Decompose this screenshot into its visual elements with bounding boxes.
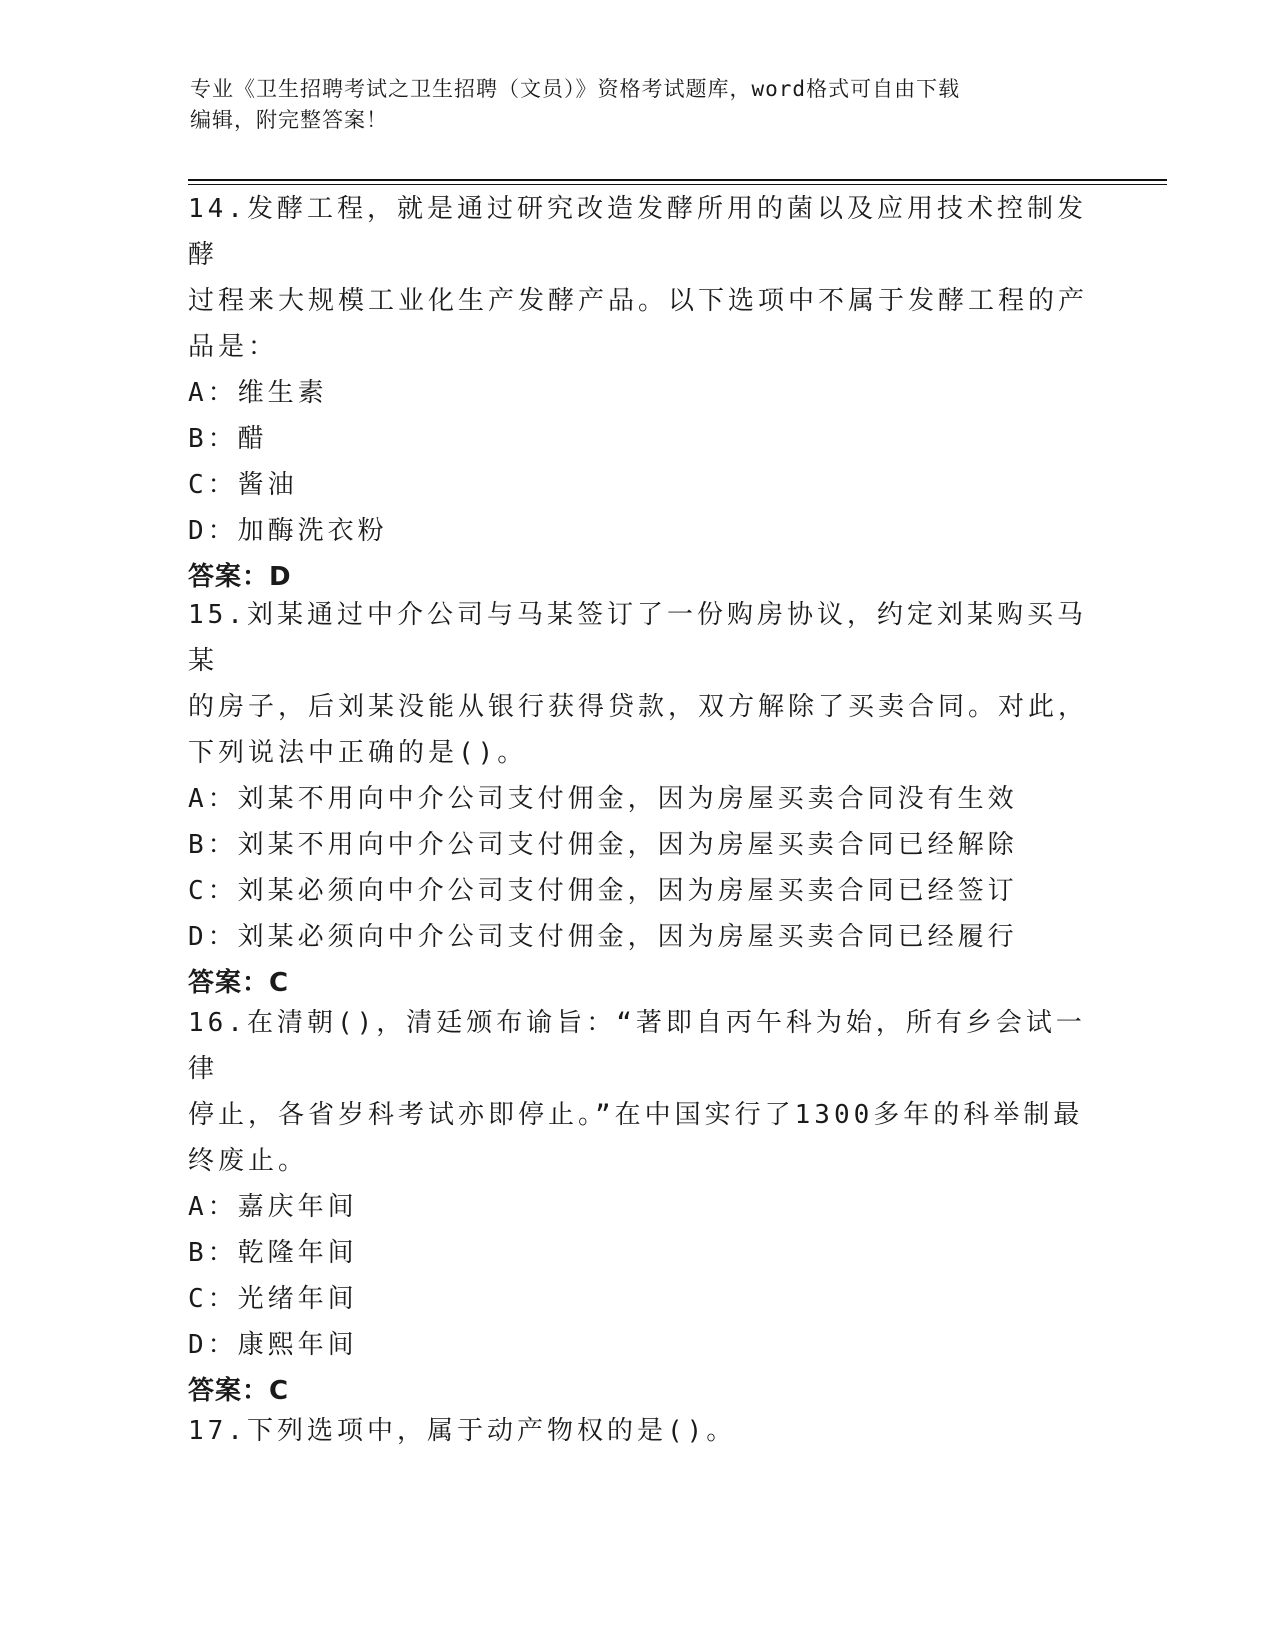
- stem-line: 品是：: [188, 332, 279, 362]
- question-16: [188, 1000, 1088, 1414]
- option-b: B：乾隆年间: [188, 1238, 358, 1268]
- question-stem: [188, 592, 1088, 776]
- option-a: A：刘某不用向中介公司支付佣金，因为房屋买卖合同没有生效: [188, 784, 1018, 814]
- option-c: C：光绪年间: [188, 1284, 358, 1314]
- stem-line: 的房子，后刘某没能从银行获得贷款，双方解除了买卖合同。对此，: [188, 692, 1089, 722]
- question-stem: [188, 1408, 1088, 1454]
- header-divider-thin: [188, 184, 1167, 185]
- option-c: C：酱油: [188, 470, 298, 500]
- stem-line: 14.发酵工程，就是通过研究改造发酵所用的菌以及应用技术控制发酵: [188, 194, 1087, 270]
- option-d: D：康熙年间: [188, 1330, 358, 1360]
- answer: 答案：C: [188, 1376, 290, 1406]
- option-d: D：加酶洗衣粉: [188, 516, 388, 546]
- option-d: D：刘某必须向中介公司支付佣金，因为房屋买卖合同已经履行: [188, 922, 1018, 952]
- stem-line: 终废止。: [188, 1146, 309, 1176]
- header-line-2: 编辑，附完整答案！: [190, 108, 388, 132]
- option-a: A：嘉庆年间: [188, 1192, 358, 1222]
- stem-line: 停止，各省岁科考试亦即停止。”在中国实行了1300多年的科举制最: [188, 1100, 1084, 1130]
- stem-line: 17.下列选项中，属于动产物权的是()。: [188, 1416, 737, 1446]
- option-a: A：维生素: [188, 378, 328, 408]
- header-divider-thick: [188, 179, 1167, 181]
- answer: 答案：D: [188, 562, 292, 592]
- question-17: [188, 1408, 1088, 1454]
- option-c: C：刘某必须向中介公司支付佣金，因为房屋买卖合同已经签订: [188, 876, 1018, 906]
- document-header: [190, 74, 1090, 136]
- stem-line: 15.刘某通过中介公司与马某签订了一份购房协议，约定刘某购买马某: [188, 600, 1087, 676]
- header-line-1: 专业《卫生招聘考试之卫生招聘（文员）》资格考试题库，word格式可自由下载: [190, 77, 961, 101]
- stem-line: 过程来大规模工业化生产发酵产品。以下选项中不属于发酵工程的产: [188, 286, 1089, 316]
- option-b: B：刘某不用向中介公司支付佣金，因为房屋买卖合同已经解除: [188, 830, 1018, 860]
- option-b: B：醋: [188, 424, 268, 454]
- stem-line: 16.在清朝()，清廷颁布谕旨：“著即自丙午科为始，所有乡会试一律: [188, 1008, 1086, 1084]
- question-stem: [188, 186, 1088, 370]
- answer: 答案：C: [188, 968, 290, 998]
- question-stem: [188, 1000, 1088, 1184]
- stem-line: 下列说法中正确的是()。: [188, 738, 528, 768]
- question-14: [188, 186, 1088, 600]
- question-15: [188, 592, 1088, 1006]
